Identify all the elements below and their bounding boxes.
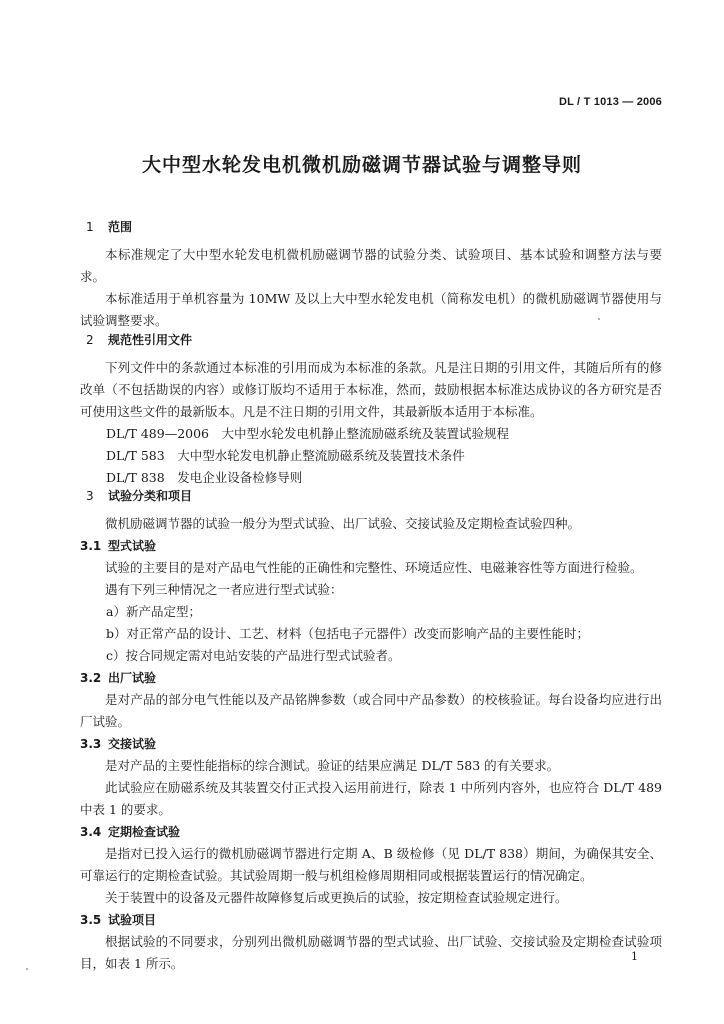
subsection-number: 3.5 (80, 913, 102, 927)
subsection-3-3-heading (80, 733, 662, 755)
paragraph: 本标准适用于单机容量为 10MW 及以上大中型水轮发电机（简称发电机）的微机励磁调节器使用与试验调整要求。 (80, 291, 662, 328)
subsection-3-5-heading (80, 909, 662, 931)
list-item: c）按合同规定需对电站安装的产品进行型式试验者。 (106, 648, 401, 663)
standard-code: DL / T 1013 — 2006 (558, 96, 662, 108)
subsection-number: 3.1 (80, 539, 102, 553)
section-3 (80, 485, 662, 975)
paragraph: 是对产品的部分电气性能以及产品铭牌参数（或合同中产品参数）的校核验证。每台设备均应进行出厂试验。 (80, 692, 662, 729)
section-number: 2 (86, 333, 94, 347)
subsection-title: 定期检查试验 (108, 825, 181, 839)
paragraph: 下列文件中的条款通过本标准的引用而成为本标准的条款。凡是注日期的引用文件，其随后所有的修改单（不包括勘误的内容）或修订版均不适用于本标准，然而，鼓励根据本标准达成协议的各方研究是否可使用这些文件的最新版本。凡是不注日期的引用文件，其最新版本适用于本标准。 (80, 360, 662, 419)
subsection-number: 3.4 (80, 825, 102, 839)
paragraph: 关于装置中的设备及元器件故障修复后或更换后的试验，按定期检查试验规定进行。 (105, 890, 568, 905)
paragraph: 试验的主要目的是对产品电气性能的正确性和完整性、环境适应性、电磁兼容性等方面进行检验。 (105, 560, 643, 575)
document-title: 大中型水轮发电机微机励磁调节器试验与调整导则 (141, 154, 582, 176)
scan-speck (598, 318, 600, 320)
paragraph: 根据试验的不同要求，分别列出微机励磁调节器的型式试验、出厂试验、交接试验及定期检查试验项目，如表 1 所示。 (80, 934, 662, 971)
reference-item: DL/T 838 发电企业设备检修导则 (106, 470, 303, 485)
page-number: 1 (631, 950, 638, 963)
subsection-title: 型式试验 (108, 539, 157, 553)
reference-item: DL/T 583 大中型水轮发电机静止整流励磁系统及装置技术条件 (106, 448, 465, 463)
subsection-number: 3.2 (80, 671, 102, 685)
section-3-heading (80, 485, 662, 507)
section-1-heading (80, 216, 662, 238)
section-number: 3 (86, 489, 94, 503)
subsection-title: 出厂试验 (108, 671, 157, 685)
section-title: 规范性引用文件 (108, 333, 193, 347)
section-2 (80, 329, 662, 489)
list-item: b）对正常产品的设计、工艺、材料（包括电子元器件）改变而影响产品的主要性能时； (106, 626, 590, 641)
scan-speck (26, 968, 28, 970)
section-number: 1 (86, 220, 94, 234)
section-1 (80, 216, 662, 332)
section-2-heading (80, 329, 662, 351)
reference-item: DL/T 489—2006 大中型水轮发电机静止整流励磁系统及装置试验规程 (106, 426, 510, 441)
paragraph: 是指对已投入运行的微机励磁调节器进行定期 A、B 级检修（见 DL/T 838）期间，为确保其安全、可靠运行的定期检查试验。其试验周期一般与机组检修周期相同或根据装置运行的情况确定。 (80, 846, 662, 883)
paragraph: 是对产品的主要性能指标的综合测试。验证的结果应满足 DL/T 583 的有关要求。 (105, 758, 560, 773)
list-item: a）新产品定型； (106, 604, 201, 619)
paragraph: 此试验应在励磁系统及其装置交付正式投入运用前进行，除表 1 中所列内容外，也应符合 DL/T 489 中表 1 的要求。 (80, 780, 662, 817)
subsection-title: 试验项目 (108, 913, 157, 927)
section-title: 试验分类和项目 (108, 489, 193, 503)
subsection-3-1-heading (80, 535, 662, 557)
paragraph: 遇有下列三种情况之一者应进行型式试验： (105, 582, 343, 597)
paragraph: 微机励磁调节器的试验一般分为型式试验、出厂试验、交接试验及定期检查试验四种。 (105, 516, 581, 531)
paragraph: 本标准规定了大中型水轮发电机微机励磁调节器的试验分类、试验项目、基本试验和调整方法与要求。 (80, 247, 662, 284)
subsection-title: 交接试验 (108, 737, 157, 751)
subsection-3-2-heading (80, 667, 662, 689)
subsection-number: 3.3 (80, 737, 102, 751)
subsection-3-4-heading (80, 821, 662, 843)
section-title: 范围 (108, 220, 133, 234)
